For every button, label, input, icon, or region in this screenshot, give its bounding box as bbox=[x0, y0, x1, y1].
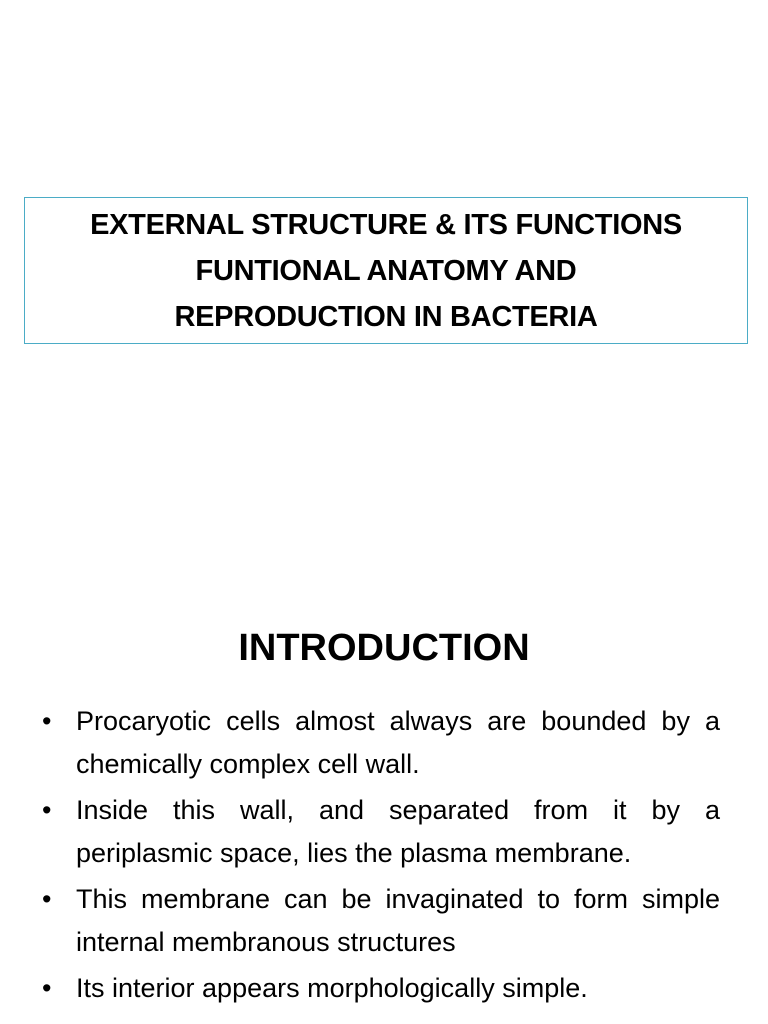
bullet-text: Procaryotic cells almost always are bounded by a chemically complex cell wall. bbox=[76, 706, 720, 779]
bullet-item bbox=[40, 700, 720, 786]
title-line-3: REPRODUCTION IN BACTERIA bbox=[174, 300, 598, 333]
title-line-1: EXTERNAL STRUCTURE & ITS FUNCTIONS bbox=[90, 208, 682, 241]
title-box bbox=[24, 197, 748, 344]
bullet-text: This membrane can be invaginated to form simple internal membranous structures bbox=[76, 884, 720, 957]
bullet-item bbox=[40, 878, 720, 964]
bullet-text: Its interior appears morphologically simple. bbox=[76, 973, 588, 1003]
title-line-2: FUNTIONAL ANATOMY AND bbox=[195, 254, 577, 287]
bullet-icon: • bbox=[42, 795, 52, 825]
bullet-icon: • bbox=[42, 884, 52, 914]
bullet-text: Inside this wall, and separated from it by a periplasmic space, lies the plasma membrane. bbox=[76, 795, 720, 868]
bullet-list bbox=[40, 700, 720, 1013]
bullet-icon: • bbox=[42, 973, 52, 1003]
bullet-item bbox=[40, 967, 720, 1010]
bullet-item bbox=[40, 789, 720, 875]
section-heading: INTRODUCTION bbox=[238, 627, 530, 669]
bullet-icon: • bbox=[42, 706, 52, 736]
